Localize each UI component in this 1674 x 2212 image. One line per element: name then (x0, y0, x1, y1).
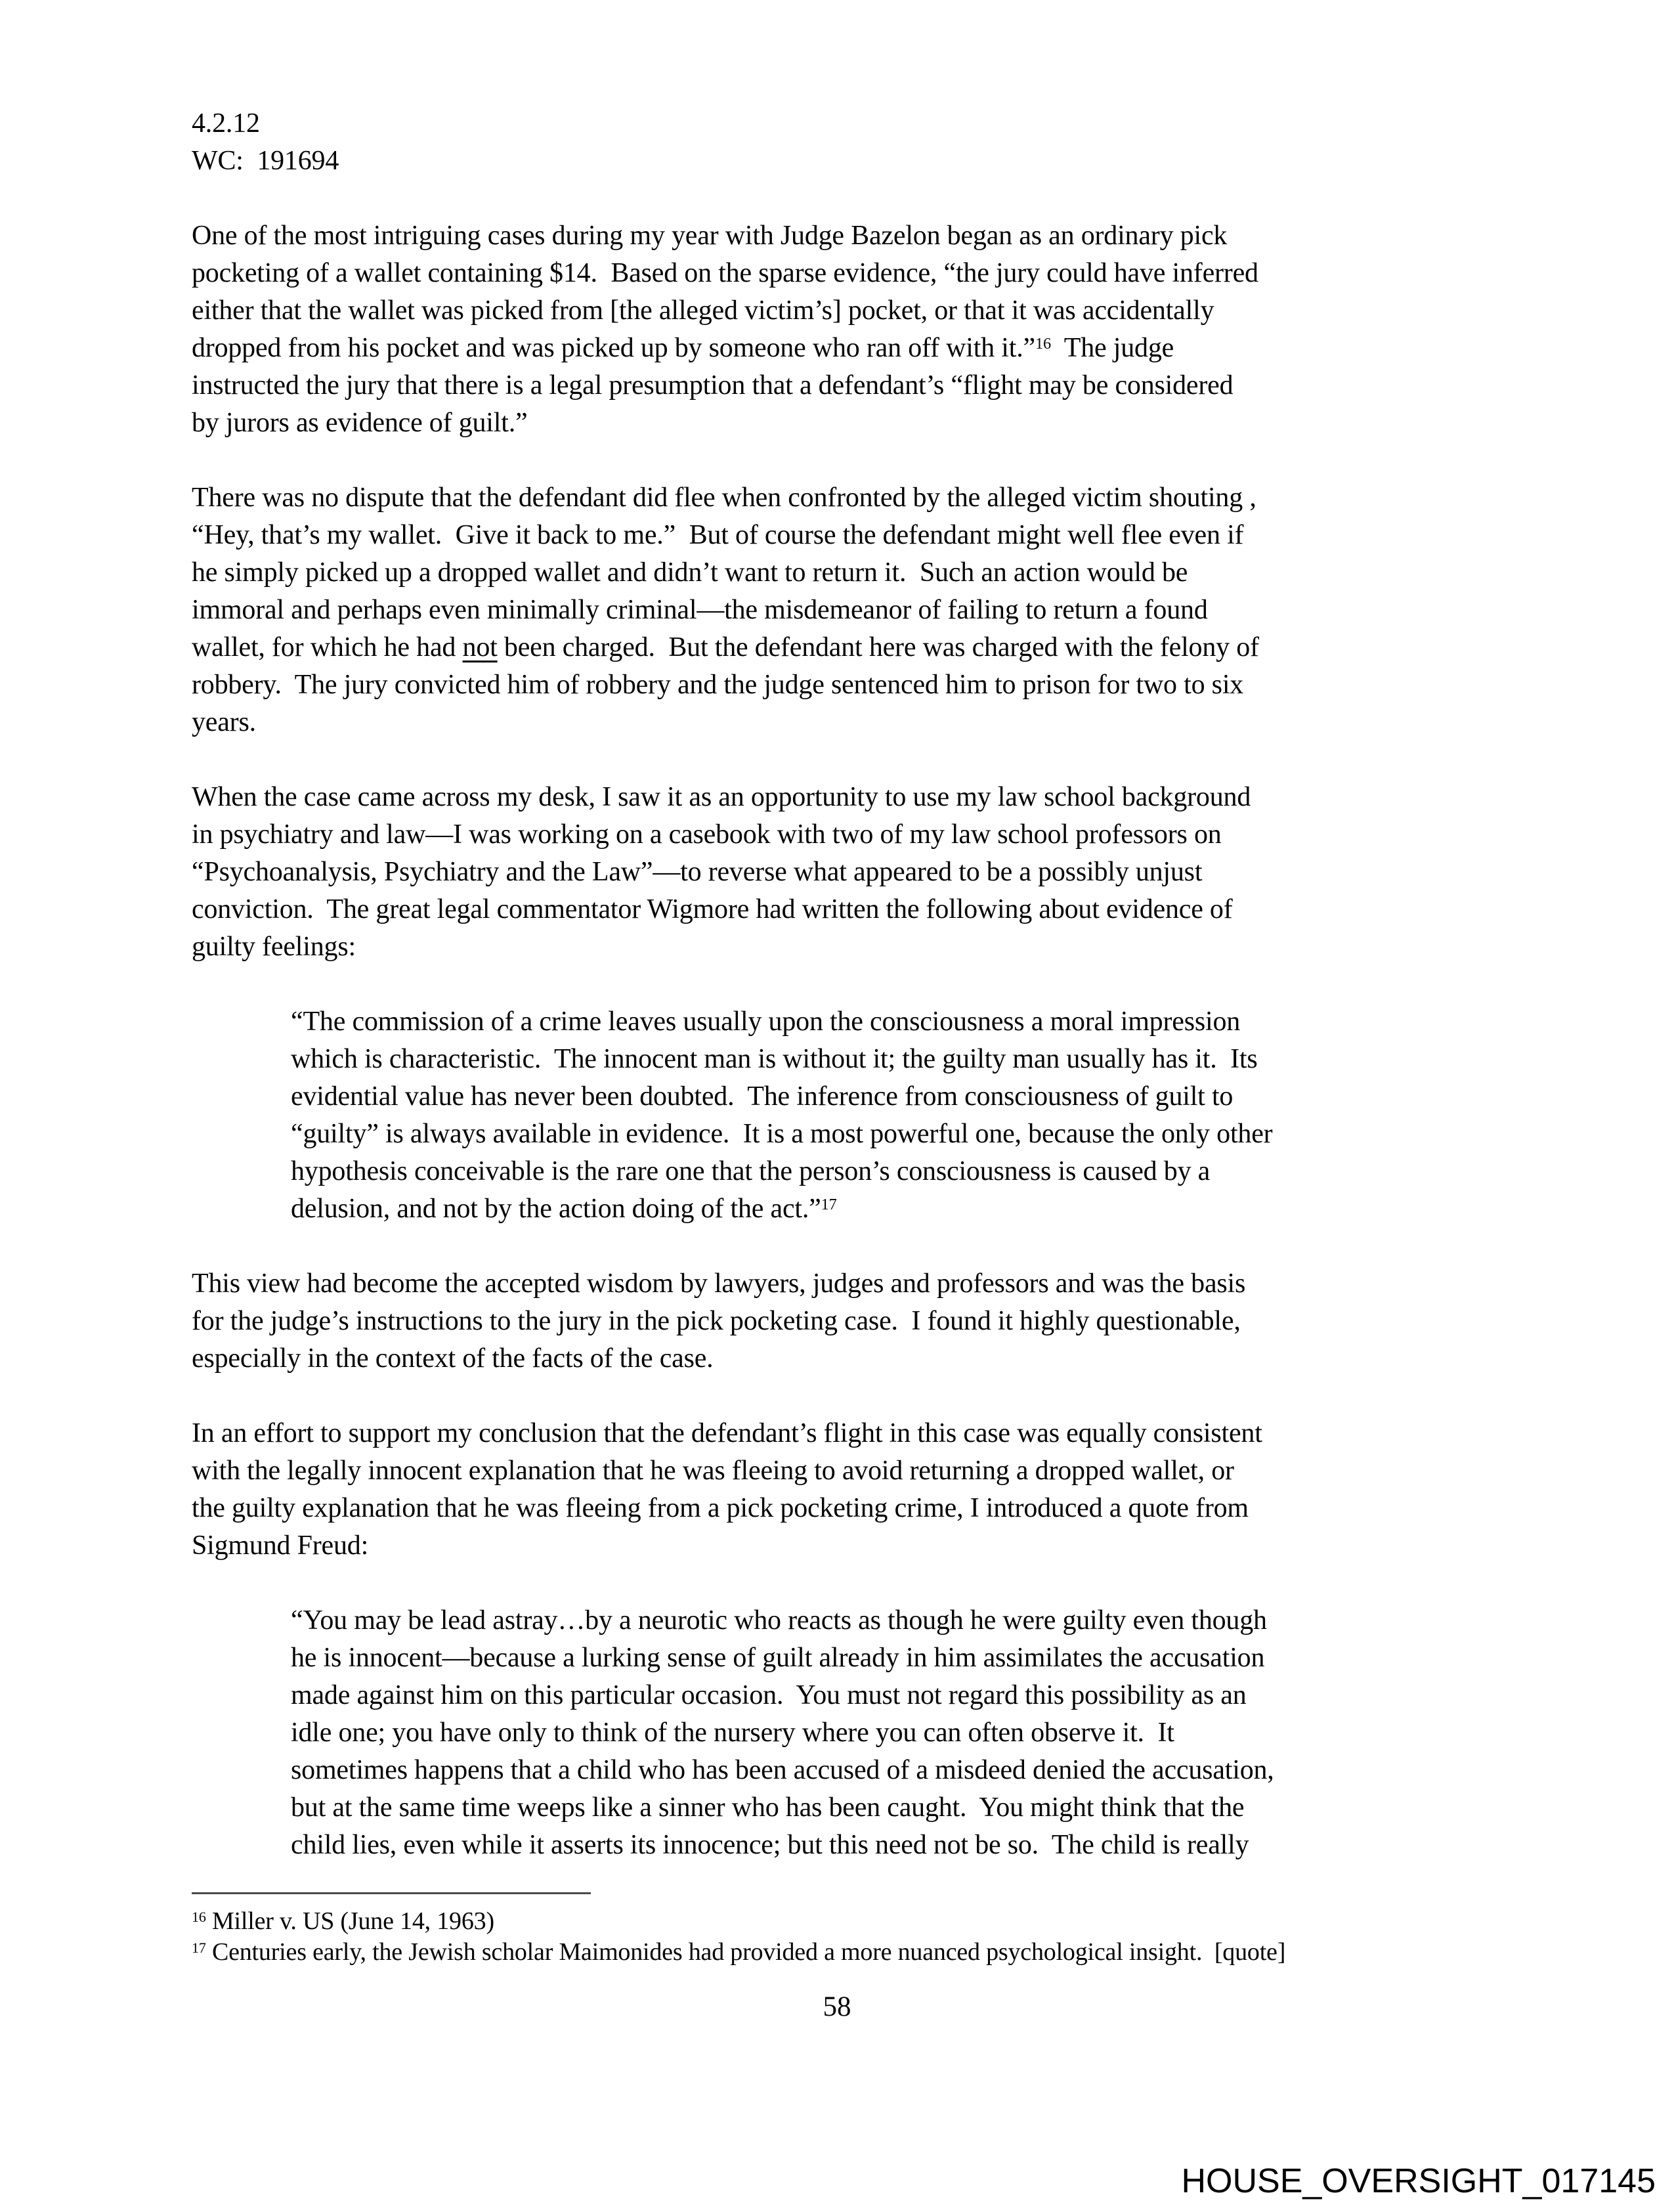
document-body (192, 105, 1482, 1901)
paragraph (192, 779, 1482, 966)
text-line: but at the same time weeps like a sinner who has been caught. You might think that the (291, 1792, 1245, 1823)
text-line: guilty feelings: (192, 932, 356, 962)
text-line: conviction. The great legal commentator Wigmore had written the following about evidence of (192, 894, 1233, 924)
text-line: When the case came across my desk, I saw it as an opportunity to use my law school background (192, 782, 1251, 812)
text-line: pocketing of a wallet containing $14. Based on the sparse evidence, “the jury could have inferred (192, 258, 1258, 288)
text-line: with the legally innocent explanation that he was fleeing to avoid returning a dropped wallet, or (192, 1456, 1234, 1486)
text-line: In an effort to support my conclusion that the defendant’s flight in this case was equally consistent (192, 1418, 1262, 1448)
block-quote (291, 1003, 1482, 1228)
header-date: 4.2.12 (192, 108, 260, 139)
footnote-reference: 16 (1035, 334, 1051, 353)
document-header (192, 105, 1482, 180)
text-line: dropped from his pocket and was picked up by someone who ran off with it.”$^{16}$ The judge (192, 333, 1174, 363)
text-line: There was no dispute that the defendant did flee when confronted by the alleged victim shouting , (192, 483, 1256, 513)
text-line: which is characteristic. The innocent man is without it; the guilty man usually has it. Its (291, 1044, 1258, 1074)
paragraph (192, 217, 1482, 442)
paragraphs-container (192, 217, 1482, 1864)
text-line: This view had become the accepted wisdom by lawyers, judges and professors and was the basis (192, 1269, 1246, 1299)
text-line: by jurors as evidence of guilt.” (192, 408, 528, 438)
header-word-count: WC: 191694 (192, 146, 339, 176)
footnote-marker: 16 (192, 1908, 206, 1925)
footnote: $^{16}$ Miller v. US (June 14, 1963) (192, 1907, 494, 1935)
page-number: 58 (823, 1991, 851, 2022)
text-line: idle one; you have only to think of the nursery where you can often observe it. It (291, 1718, 1174, 1748)
block-quote (291, 1602, 1482, 1864)
footnote-reference: 17 (821, 1195, 837, 1213)
text-line: robbery. The jury convicted him of robbery and the judge sentenced him to prison for two to six (192, 670, 1244, 700)
text-line: child lies, even while it asserts its innocence; but this need not be so. The child is really (291, 1830, 1249, 1860)
text-line: especially in the context of the facts of the case. (192, 1343, 714, 1374)
text-line: instructed the jury that there is a legal presumption that a defendant’s “flight may be considered (192, 370, 1234, 401)
text-line: in psychiatry and law—I was working on a casebook with two of my law school professors on (192, 819, 1222, 850)
underlined-text: not (462, 632, 498, 662)
paragraph (192, 479, 1482, 741)
text-line: for the judge’s instructions to the jury in the pick pocketing case. I found it highly questionable, (192, 1306, 1241, 1336)
text-line: the guilty explanation that he was fleeing from a pick pocketing crime, I introduced a quote from (192, 1493, 1249, 1523)
footnote-marker: 17 (192, 1939, 206, 1956)
footnotes-container (192, 1906, 1482, 1968)
footnote-separator-line (192, 1892, 591, 1894)
text-line: “guilty” is always available in evidence. It is a most powerful one, because the only other (291, 1119, 1273, 1149)
text-line: he simply picked up a dropped wallet and didn’t want to return it. Such an action would be (192, 557, 1188, 588)
text-line: “Hey, that’s my wallet. Give it back to me.” But of course the defendant might well flee even if (192, 520, 1244, 550)
paragraph (192, 1415, 1482, 1565)
footnotes-section (192, 1892, 1482, 1968)
text-line: sometimes happens that a child who has been accused of a misdeed denied the accusation, (291, 1755, 1274, 1785)
text-line: One of the most intriguing cases during my year with Judge Bazelon began as an ordinary pick (192, 221, 1228, 251)
text-line: delusion, and not by the action doing of the act.”$^{17}$ (291, 1194, 837, 1224)
text-line: either that the wallet was picked from [the alleged victim’s] pocket, or that it was accidentally (192, 295, 1214, 326)
footnote: $^{17}$ Centuries early, the Jewish scholar Maimonides had provided a more nuanced psychological insight. [quote] (192, 1938, 1286, 1966)
text-line: he is innocent—because a lurking sense of guilt already in him assimilates the accusation (291, 1643, 1265, 1673)
bates-stamp: HOUSE_OVERSIGHT_017145 (1181, 2162, 1656, 2200)
text-line: Sigmund Freud: (192, 1530, 369, 1561)
paragraph (192, 1265, 1482, 1377)
text-line: made against him on this particular occasion. You must not regard this possibility as an (291, 1680, 1247, 1710)
text-line: “You may be lead astray…by a neurotic who reacts as though he were guilty even though (291, 1605, 1267, 1636)
text-line: immoral and perhaps even minimally criminal—the misdemeanor of failing to return a found (192, 595, 1208, 625)
text-line: wallet, for which he had not been charged. But the defendant here was charged with the felony of (192, 632, 1259, 662)
text-line: hypothesis conceivable is the rare one that the person’s consciousness is caused by a (291, 1156, 1211, 1186)
text-line: “Psychoanalysis, Psychiatry and the Law”—to reverse what appeared to be a possibly unjust (192, 857, 1203, 887)
text-line: evidential value has never been doubted. The inference from consciousness of guilt to (291, 1081, 1234, 1112)
text-line: “The commission of a crime leaves usually upon the consciousness a moral impression (291, 1007, 1241, 1037)
text-line: years. (192, 707, 256, 737)
